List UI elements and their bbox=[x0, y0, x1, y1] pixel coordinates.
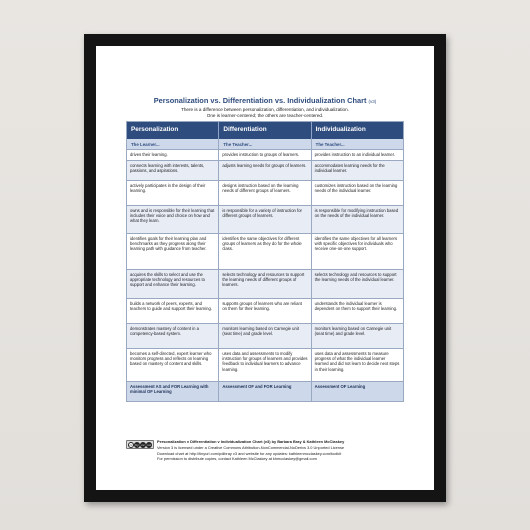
by-icon: by bbox=[135, 442, 139, 447]
table-header-row bbox=[127, 122, 403, 139]
table-cell: identifies goals for their learning plan and benchmarks as they progress along their learning path with guidance from teacher. bbox=[127, 234, 219, 269]
chart-title bbox=[96, 96, 434, 105]
header-differentiation: Differentiation bbox=[219, 122, 311, 139]
table-cell: understands the individual learner is dependent on them to support their learning. bbox=[314, 301, 398, 312]
poster-frame bbox=[84, 34, 446, 502]
table-cell: selects technology and resources to support the learning needs of different groups of learners. bbox=[219, 270, 311, 298]
table-row bbox=[127, 299, 403, 324]
subtitle-line-2: One is learner-centered; the others are teacher-centered. bbox=[206, 113, 324, 118]
table-cell: acquires the skills to select and use the appropriate technology and resources to support and enhance their learning. bbox=[127, 270, 219, 298]
table-row bbox=[127, 150, 403, 161]
table-cell: accommodates learning needs for the individual learner. bbox=[314, 163, 385, 174]
table-cell: provides instruction to groups of learners. bbox=[219, 150, 311, 160]
footer-permission: For permission to distribute copies, contact Kathleen McClaskey at khmcclaskey@gmail.com bbox=[157, 456, 317, 462]
comparison-table bbox=[126, 121, 404, 402]
subheader-teacher-2: The Teacher... bbox=[315, 142, 345, 147]
nd-icon: nd bbox=[147, 442, 151, 447]
footer-download: Download chart at http://tinyurl.com/pdibray v3 and website for any updates: kathleenmcclaskey.com/toolkit bbox=[157, 450, 342, 456]
table-row bbox=[127, 349, 403, 382]
chart-version: (v3) bbox=[368, 99, 377, 104]
table-cell: builds a network of peers, experts, and teachers to guide and support their learning. bbox=[127, 299, 219, 323]
table-cell: uses data and assessments to modify instruction for groups of learners and provides feedback to individual learners to advance learning. bbox=[219, 349, 311, 381]
footer-text bbox=[157, 439, 404, 462]
header-personalization: Personalization bbox=[127, 122, 219, 139]
header-individualization: Individualization bbox=[315, 126, 366, 133]
subheader-learner: The Learner... bbox=[127, 139, 219, 149]
table-cell: connects learning with interests, talents, passions, and aspirations. bbox=[127, 161, 219, 180]
table-row bbox=[127, 270, 403, 299]
table-cell: monitors learning based on Carnegie unit (seat time) and grade level. bbox=[314, 326, 392, 337]
table-cell: identifies the same objectives for different groups of learners as they do for the whole class. bbox=[219, 234, 311, 269]
nc-icon: nc bbox=[141, 442, 145, 447]
table-row bbox=[127, 324, 403, 349]
table-subheader-row bbox=[127, 139, 403, 150]
table-cell: provides instruction to an individual learner. bbox=[314, 152, 395, 157]
table-cell: identifies the same objectives for all learners with specific objectives for individuals who receive one-on-one support. bbox=[314, 236, 398, 252]
table-cell: adjusts learning needs for groups of learners. bbox=[219, 161, 311, 180]
footer-attribution: Personalization v Differentiation v Individualization Chart (v3) by Barbara Bray & Kathleen McClaskey bbox=[157, 439, 345, 444]
license-footer bbox=[126, 439, 404, 477]
table-cell: demonstrates mastery of content in a competency-based system. bbox=[127, 324, 219, 348]
table-cell: Assessment OF Learning bbox=[314, 384, 366, 389]
table-row bbox=[127, 161, 403, 181]
subtitle-line-1: There is a difference between personalization, differentiation, and individualization. bbox=[181, 107, 349, 112]
footer-license: Version 3 is licensed under a Creative Commons Attribution-NonCommercial-NoDerivs 3.0 Unported License bbox=[157, 444, 345, 450]
table-cell: is responsible for a variety of instruction for different groups of learners. bbox=[219, 206, 311, 233]
table-cell: designs instruction based on the learning needs of different groups of learners. bbox=[219, 181, 311, 205]
table-cell: customizes instruction based on the learning needs of the individual learner. bbox=[314, 183, 398, 194]
subheader-teacher-1: The Teacher... bbox=[219, 139, 311, 149]
table-cell: actively participates in the design of their learning. bbox=[127, 181, 219, 205]
creative-commons-logo bbox=[126, 440, 154, 449]
chart-title-text: Personalization vs. Differentiation vs. Individualization Chart bbox=[153, 96, 367, 105]
table-cell: owns and is responsible for their learning that includes their voice and choice on how and what they learn. bbox=[127, 206, 219, 233]
table-row bbox=[127, 382, 403, 401]
poster-paper bbox=[96, 46, 434, 490]
table-row bbox=[127, 181, 403, 206]
table-cell: is responsible for modifying instruction based on the needs of the individual learner. bbox=[314, 208, 399, 219]
table-cell: drives their learning. bbox=[127, 150, 219, 160]
table-cell: selects technology and resources to support the learning needs of the individual learner. bbox=[314, 272, 397, 283]
cc-icon: cc bbox=[129, 442, 133, 447]
table-cell: Assessment OF and FOR Learning bbox=[219, 382, 311, 401]
table-row bbox=[127, 234, 403, 270]
table-row bbox=[127, 206, 403, 234]
table-body bbox=[127, 150, 403, 401]
table-cell: monitors learning based on Carnegie unit (seat time) and grade level. bbox=[219, 324, 311, 348]
table-cell: supports groups of learners who are reliant on them for their learning. bbox=[219, 299, 311, 323]
table-cell: uses data and assessments to measure progress of what the individual learner learned and did not learn to decide next steps in their learning. bbox=[314, 351, 400, 372]
table-cell: Assessment AS and FOR Learning with minimal OF Learning bbox=[127, 382, 219, 401]
table-cell: becomes a self-directed, expert learner who monitors progress and reflects on learning based on mastery of content and skills. bbox=[127, 349, 219, 381]
